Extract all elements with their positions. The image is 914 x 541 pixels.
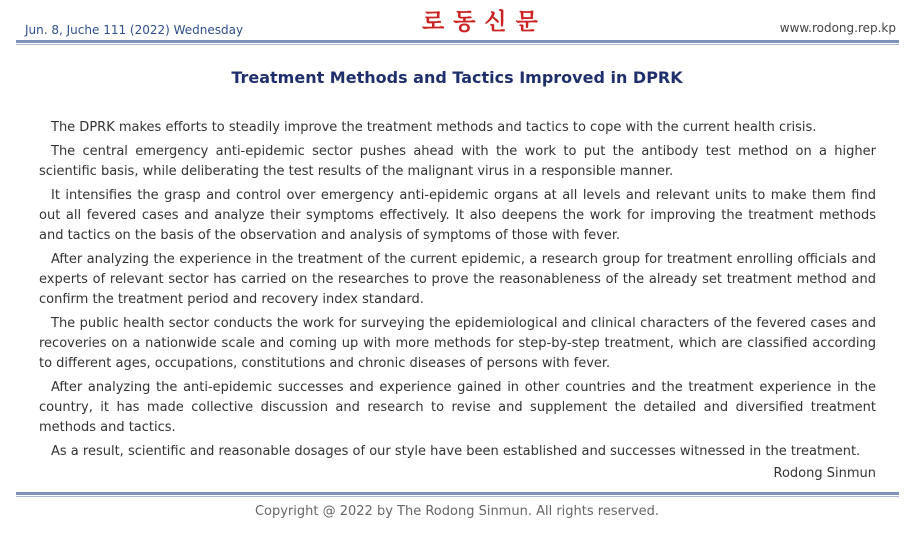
article-paragraph: The central emergency anti-epidemic sector pushes ahead with the work to put the antibody test method on a higher scientific basis, while deliberating the test results of the malignant virus in a responsible manner. [39, 144, 876, 179]
article-body [39, 118, 876, 466]
article-paragraph: The DPRK makes efforts to steadily improve the treatment methods and tactics to cope with the current health crisis. [51, 120, 817, 135]
footer-divider [16, 492, 899, 497]
copyright-notice: Copyright @ 2022 by The Rodong Sinmun. All rights reserved. [254, 504, 660, 519]
article-byline: Rodong Sinmun [773, 466, 876, 481]
masthead [0, 0, 914, 44]
article-headline: Treatment Methods and Tactics Improved in DPRK [231, 68, 683, 87]
article-paragraph: As a result, scientific and reasonable dosages of our style have been established and successes witnessed in the treatment. [51, 444, 861, 459]
article-paragraph: The public health sector conducts the work for surveying the epidemiological and clinical characters of the fevered cases and recoveries on a nationwide scale and coming up with more methods for step-by-step treatment, which are classified according to different ages, occupations, constitutions and chronic diseases of persons with fever. [39, 316, 876, 371]
article-paragraph: It intensifies the grasp and control over emergency anti-epidemic organs at all levels and relevant units to make them find out all fevered cases and analyze their symptoms effectively. It also deepens the work for improving the treatment methods and tactics on the basis of the observation and analysis of symptoms of those with fever. [39, 188, 876, 243]
article-paragraph: After analyzing the anti-epidemic successes and experience gained in other countries and the treatment experience in the country, it has made collective discussion and research to revise and supplement the detailed and diversified treatment methods and tactics. [39, 380, 876, 435]
site-url[interactable]: www.rodong.rep.kp [779, 21, 896, 35]
newspaper-logo[interactable]: 로동신문 [422, 8, 547, 35]
publication-date: Jun. 8, Juche 111 (2022) Wednesday [25, 23, 244, 37]
header-divider [16, 40, 899, 45]
article-paragraph: After analyzing the experience in the treatment of the current epidemic, a research group for treatment enrolling officials and experts of relevant sector has carried on the researches to prove the reasonableness of the already set treatment method and confirm the treatment period and recovery index standard. [39, 252, 876, 307]
